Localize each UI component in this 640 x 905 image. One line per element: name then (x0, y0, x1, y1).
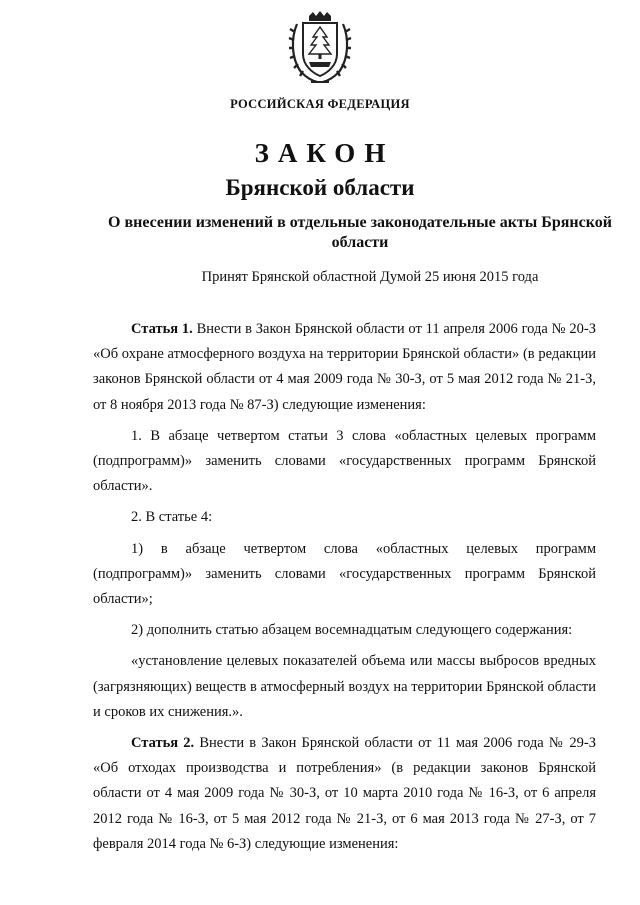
bryansk-coat-of-arms-icon (287, 10, 353, 86)
article-1-item-1: 1. В абзаце четвертом статьи 3 слова «областных целевых программ (подпрограмм)» заменить словами «государственных программ Брянской области». (93, 427, 596, 495)
country-name: РОССИЙСКАЯ ФЕДЕРАЦИЯ (230, 97, 410, 111)
article-1-subitem-2: 2) дополнить статью абзацем восемнадцатым следующего содержания: (131, 622, 573, 639)
adoption-statement: Принят Брянской областной Думой 25 июня 2015 года (201, 269, 539, 285)
law-title: ЗАКОН (254, 138, 395, 168)
article-1-quoted-text: «установление целевых показателей объема или массы выбросов вредных (загрязняющих) веществ в атмосферный воздух на территории Брянской области и сроков их снижения.». (93, 653, 596, 720)
article-2-label: Статья 2. (131, 735, 195, 752)
article-2-text: Внести в Закон Брянской области от 11 мая 2006 года № 29-З «Об отходах производства и потребления» (в редакции законов Брянской области от 4 мая 2009 года № 30-З, от 10 марта 2010 года № 16-З, от 6 апреля 2012 года № 16-З, от 5 мая 2012 года № 21-З, от 6 мая 2013 года № 27-З, от 7 февраля 2014 года № 6-З) следующие изменения: (93, 735, 596, 852)
law-body (93, 317, 596, 857)
article-2-paragraph (93, 731, 596, 857)
law-subject: О внесении изменений в отдельные законодательные акты Брянской области (108, 214, 612, 251)
article-1-label: Статья 1. (131, 321, 193, 337)
article-1-paragraph (93, 317, 596, 418)
article-1-subitem-1: 1) в абзаце четвертом слова «областных целевых программ (подпрограмм)» заменить словами «государственных программ Брянской области»; (93, 540, 596, 608)
article-1-item-2: 2. В статье 4: (131, 509, 213, 526)
law-region: Брянской области (225, 175, 415, 200)
article-1-text: Внести в Закон Брянской области от 11 апреля 2006 года № 20-З «Об охране атмосферного воздуха на территории Брянской области» (в редакции законов Брянской области от 4 мая 2009 года № 30-З, от 5 мая 2012 года № 21-З, от 8 ноября 2013 года № 87-З) следующие изменения: (93, 321, 596, 413)
